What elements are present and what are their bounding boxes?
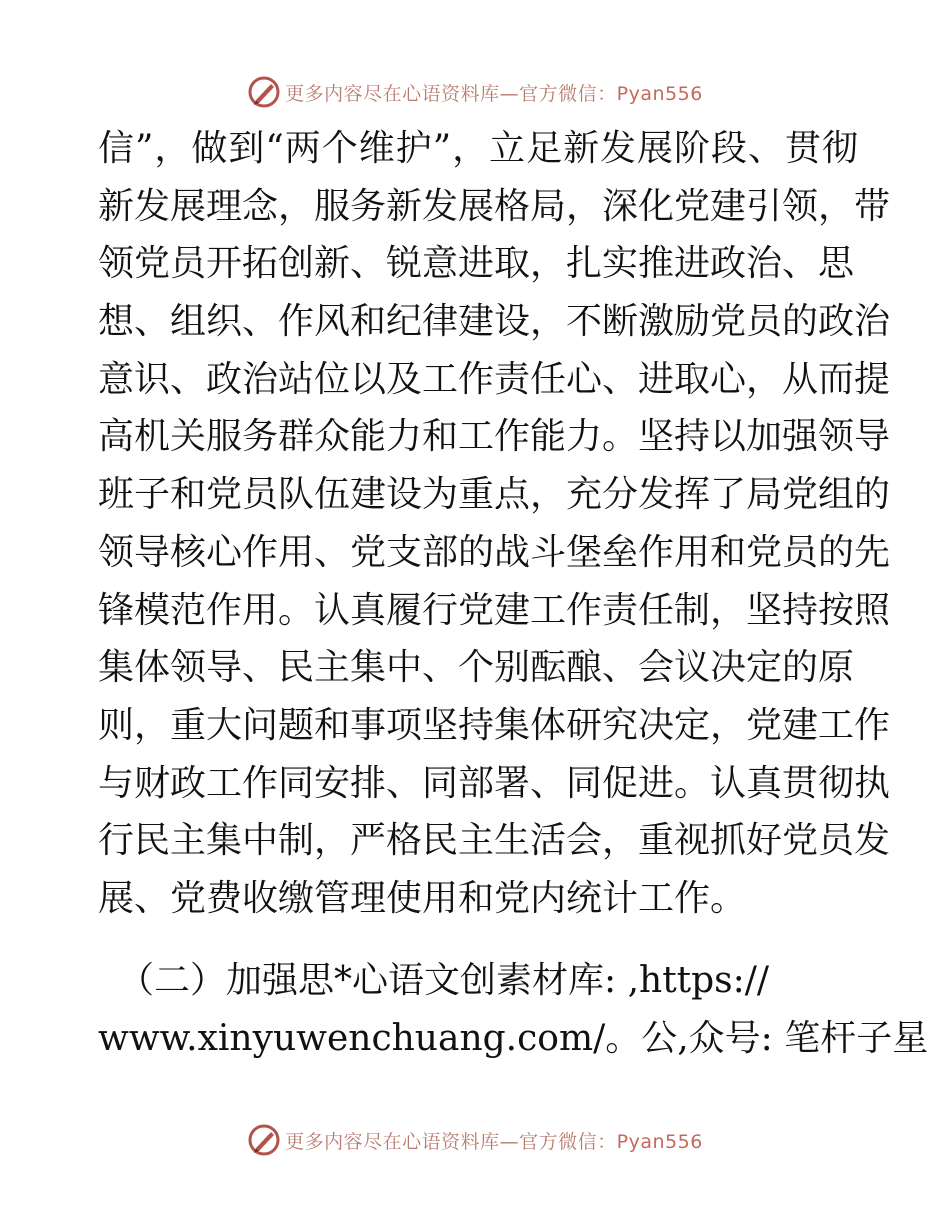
section-heading-line: （二）加强思*心语文创素材库: ,https:// [118, 959, 770, 1001]
body-line: 行民主集中制，严格民主生活会，重视抓好党员发 [98, 820, 891, 862]
body-line: 意识、政治站位以及工作责任心、进取心，从而提 [98, 358, 891, 400]
body-line: 班子和党员队伍建设为重点，充分发挥了局党组的 [98, 474, 891, 516]
body-line: 信”，做到“两个维护”，立足新发展阶段、贯彻 [98, 128, 858, 169]
body-line: 新发展理念，服务新发展格局，深化党建引领，带 [98, 185, 891, 227]
body-line: 领党员开拓创新、锐意进取，扎实推进政治、思 [98, 243, 855, 285]
pen-logo-icon [247, 75, 281, 109]
section-url-line: www.xinyuwenchuang.com/。公,众号: 笔杆子星 [98, 1017, 929, 1059]
body-line: 领导核心作用、党支部的战斗堡垒作用和党员的先 [98, 531, 891, 573]
watermark-text: 更多内容尽在心语资料库—官方微信：Pyan556 [285, 82, 703, 105]
body-line: 与财政工作同安排、同部署、同促进。认真贯彻执 [98, 762, 891, 804]
body-line: 锋模范作用。认真履行党建工作责任制，坚持按照 [98, 589, 891, 631]
pen-logo-icon [247, 1123, 281, 1157]
body-line: 则，重大问题和事项坚持集体研究决定，党建工作 [98, 704, 891, 746]
body-line: 想、组织、作风和纪律建设，不断激励党员的政治 [98, 301, 891, 343]
footer-watermark [0, 1120, 950, 1160]
document-body [98, 120, 929, 1068]
body-line: 展、党费收缴管理使用和党内统计工作。 [98, 877, 747, 919]
body-line: 集体领导、民主集中、个别酝酿、会议决定的原 [98, 647, 855, 689]
watermark-text: 更多内容尽在心语资料库—官方微信：Pyan556 [285, 1130, 703, 1153]
header-watermark [0, 72, 950, 112]
body-line: 高机关服务群众能力和工作能力。坚持以加强领导 [98, 416, 891, 458]
